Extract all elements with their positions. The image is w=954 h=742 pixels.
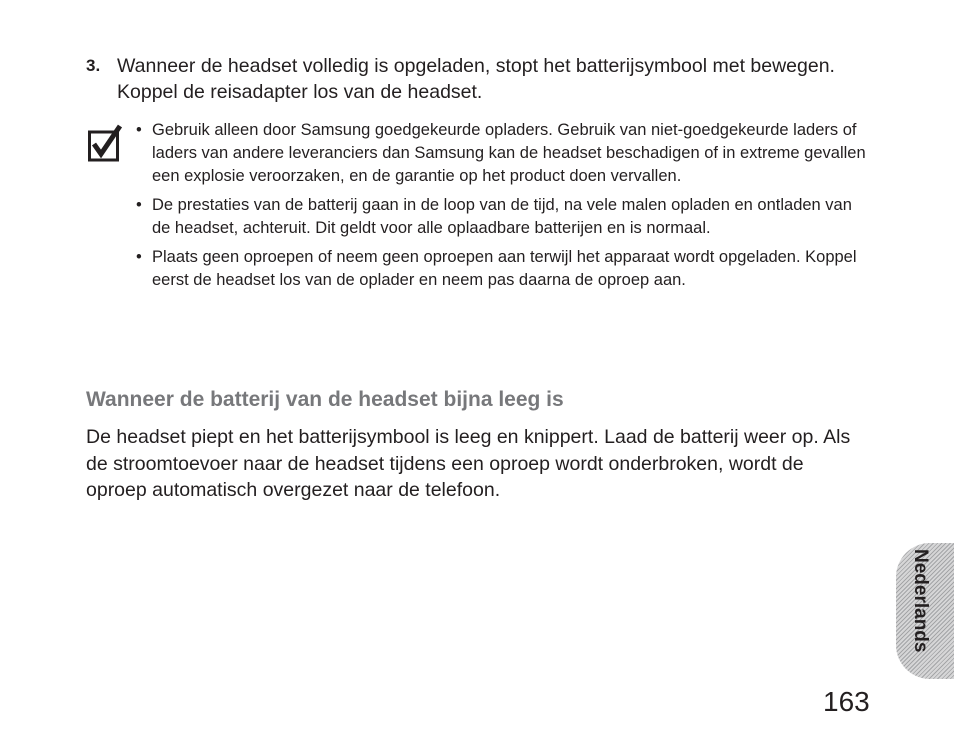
bullet: •: [136, 196, 142, 214]
bullet: •: [136, 121, 142, 139]
language-tab-label: Nederlands: [910, 549, 931, 653]
section-heading: Wanneer de batterij van de headset bijna leeg is: [86, 388, 564, 411]
note-item-text: De prestaties van de batterij gaan in de loop van de tijd, na vele malen opladen en ontladen van de headset, achteruit. Dit geldt voor alle oplaadbare batterijen en is normaal.: [152, 196, 852, 237]
checkbox-check-icon: [88, 124, 124, 162]
step-text: Wanneer de headset volledig is opgeladen, stopt het batterijsymbool met bewegen. Koppel de reisadapter los van de headset.: [117, 55, 835, 103]
step-number: 3.: [86, 56, 101, 75]
note-item: [136, 194, 866, 240]
section-body: De headset piept en het batterijsymbool is leeg en knippert. Laad de batterij weer op. Als de stroomtoevoer naar de headset tijdens een oproep wordt onderbroken, wordt de oproep automatisch overgezet naar de telefoon.: [86, 426, 851, 501]
note-item: [136, 119, 866, 188]
bullet: •: [136, 248, 142, 266]
step-3: [86, 53, 866, 105]
note-item-text: Plaats geen oproepen of neem geen oproepen aan terwijl het apparaat wordt opgeladen. Koppel eerst de headset los van de oplader en neem pas daarna de oproep aan.: [152, 248, 857, 289]
note-item: [136, 246, 866, 292]
page-number: 163: [823, 686, 870, 717]
note-list: [136, 119, 866, 298]
note-item-text: Gebruik alleen door Samsung goedgekeurde opladers. Gebruik van niet-goedgekeurde laders of laders van andere leveranciers dan Samsung kan de headset beschadigen of in extreme gevallen een explosie veroorzaken, en de garantie op het product doen vervallen.: [152, 121, 866, 185]
